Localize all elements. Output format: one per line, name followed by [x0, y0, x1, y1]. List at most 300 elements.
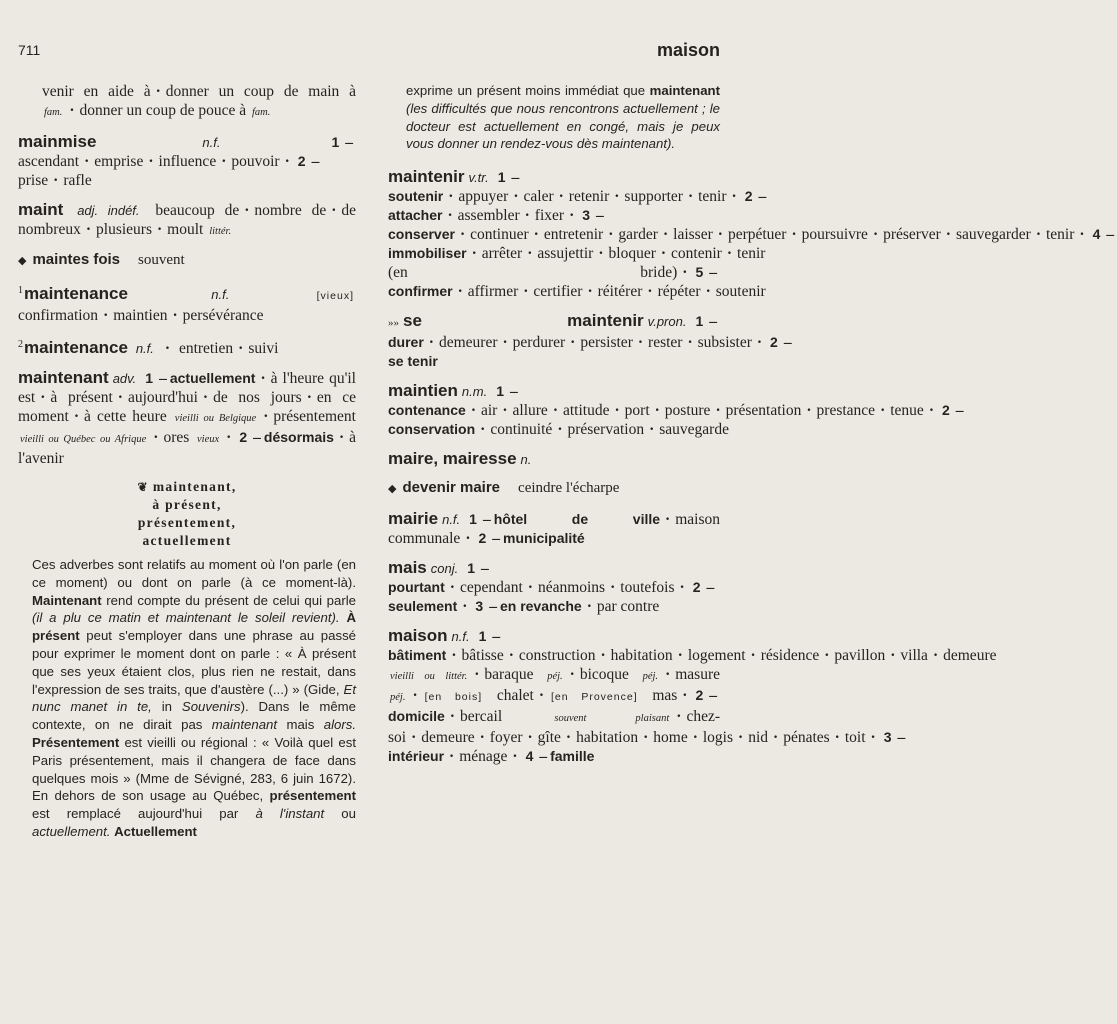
text-segment: vieilli ou littér. — [390, 671, 468, 683]
separator-dot — [64, 102, 79, 119]
text-segment: durer — [388, 334, 424, 351]
separator-dot — [469, 666, 484, 683]
separator-dot — [466, 402, 481, 419]
text-segment: péj. — [390, 692, 406, 704]
separator-dot — [442, 207, 457, 224]
text-segment: assujettir — [537, 245, 594, 263]
text-segment: préserver — [883, 226, 941, 244]
text-segment: bicoque — [579, 666, 629, 684]
separator-dot — [81, 221, 96, 238]
separator-dot — [673, 647, 688, 664]
text-segment: bâtisse — [461, 647, 504, 665]
separator-dot — [875, 402, 890, 419]
synonym: influence — [158, 153, 217, 170]
text-segment: présentement — [269, 788, 356, 804]
separator-dot — [198, 389, 213, 406]
text-segment: sauvegarde — [659, 421, 729, 439]
grammar-label: v.tr. — [468, 170, 489, 186]
register-label: fam. — [252, 107, 271, 118]
text-segment: (les difficultés que nous rencontrons actuellement ; le docteur est actuellement en congé, mais je peux vous donner un rendez-vous dès maintenant). — [406, 100, 720, 152]
text-segment: arrêter — [481, 245, 523, 263]
separator-dot — [819, 647, 834, 664]
sense-dash: – — [897, 729, 906, 747]
text-segment: préservation — [567, 421, 645, 439]
separator-dot — [523, 729, 538, 746]
text-segment: 1 — [496, 383, 504, 400]
entry-maintenance-2 — [18, 335, 356, 358]
text-segment: attitude — [562, 402, 610, 420]
separator-dot — [455, 226, 470, 243]
separator-dot — [565, 334, 580, 351]
headword: maire, mairesse — [388, 449, 517, 469]
text-segment: habitation — [576, 729, 639, 747]
entry-maison — [388, 626, 997, 766]
separator-dot — [522, 245, 537, 262]
main-synonym: désormais — [263, 429, 334, 445]
separator-dot — [603, 226, 618, 243]
synonym: à présent — [50, 389, 113, 406]
separator-dot — [151, 83, 166, 100]
text-segment: tenue — [890, 402, 924, 420]
synonym: prise — [18, 172, 49, 189]
separator-dot — [868, 226, 883, 243]
separator-dot — [552, 421, 567, 438]
sense-number: 1 — [497, 169, 506, 186]
register-label: vieux — [197, 434, 220, 445]
sense-dash: – — [511, 169, 520, 187]
text-segment: assembler — [457, 207, 520, 225]
text-segment: bloquer — [608, 245, 656, 263]
separator-dot — [143, 153, 158, 170]
separator-dot — [504, 647, 519, 664]
separator-dot — [424, 334, 439, 351]
separator-dot — [605, 579, 620, 596]
sense-number: 2 — [297, 153, 306, 169]
headword: maintenir — [388, 167, 465, 187]
text-segment: est vieilli ou régional : « Voilà quel est Paris présentement, mais il changera de face dans quelques mois » (Mme de Sévigné, 283, 6 juin 1672). En dehors de son usage au Québec, — [32, 734, 356, 804]
text-segment: réitérer — [597, 283, 643, 301]
separator-dot — [675, 579, 690, 596]
text-segment: mas — [652, 687, 678, 705]
grammar-label: n.f. — [451, 629, 470, 645]
homograph-number: 2 — [18, 339, 23, 350]
synonym: moult — [167, 221, 204, 238]
separator-dot — [660, 511, 675, 528]
register-label: fam. — [44, 107, 63, 118]
locution-gloss: souvent — [138, 252, 185, 268]
separator-dot — [801, 402, 816, 419]
synonym: à l'heure qu'il est — [18, 370, 356, 406]
synonym: donner un coup de main à — [165, 83, 356, 100]
text-segment: À présent — [32, 610, 356, 644]
text-segment: ou — [341, 806, 356, 822]
text-segment: persister — [580, 334, 633, 352]
separator-dot — [656, 245, 671, 262]
sense-number: 3 — [582, 207, 591, 224]
synonym: persévérance — [182, 307, 264, 324]
text-segment: demeure — [943, 647, 997, 665]
text-segment: rend compte du présent de celui qui parle — [106, 592, 356, 608]
text-segment: demeure — [421, 729, 475, 747]
headword: maintenant — [18, 368, 109, 387]
separator-dot — [167, 307, 182, 324]
separator-dot — [523, 579, 538, 596]
synonym: de nombreux — [18, 202, 357, 238]
text-segment: retenir — [568, 188, 610, 206]
sense-dash: – — [955, 402, 964, 420]
text-segment: conservation — [388, 421, 476, 438]
separator-dot — [113, 389, 128, 406]
text-segment: par contre — [596, 598, 660, 616]
separator-dot — [866, 729, 881, 746]
text-segment: [en Provence] — [551, 691, 638, 704]
homograph-number: 1 — [18, 285, 23, 296]
entry-maintenant — [18, 368, 356, 468]
diamond-icon: ◆ — [18, 255, 27, 267]
running-head: maison — [656, 40, 720, 60]
note-heading-line: maintenant, — [152, 479, 237, 494]
text-segment: ménage — [459, 748, 508, 766]
text-segment: affirmer — [467, 283, 519, 301]
entry-maint — [18, 200, 356, 241]
sense-dash: – — [783, 334, 792, 352]
usage-note-icon: ❦ — [137, 480, 149, 494]
text-segment: toit — [844, 729, 866, 747]
text-segment: logis — [702, 729, 734, 747]
separator-dot — [1031, 226, 1046, 243]
text-segment: 2 — [695, 687, 704, 704]
separator-dot — [713, 226, 728, 243]
text-segment: (il a plu ce matin et maintenant le soleil revient). — [32, 610, 340, 626]
sense-dash: – — [311, 153, 320, 170]
text-segment: pavillon — [834, 647, 886, 665]
synonym: suivi — [248, 340, 279, 357]
synonym: aujourd'hui — [127, 389, 198, 406]
separator-dot — [727, 188, 742, 205]
text-segment: fixer — [534, 207, 565, 225]
separator-dot — [460, 530, 475, 547]
text-segment: demeurer — [438, 334, 498, 352]
synonym: en ce moment — [18, 389, 356, 425]
separator-dot — [582, 598, 597, 615]
main-synonym: confirmer — [388, 283, 453, 300]
text-segment: gîte — [537, 729, 561, 747]
page-number: 711 — [18, 42, 41, 58]
separator-dot — [677, 687, 692, 704]
separator-dot — [633, 334, 648, 351]
text-segment: rester — [648, 334, 683, 352]
synonym: maintien — [113, 307, 168, 324]
sense-dash: – — [253, 429, 261, 446]
text-segment: hôtel de ville — [493, 511, 661, 528]
text-segment: continuer — [470, 226, 529, 244]
headword: maintenance — [24, 338, 128, 357]
grammar-label: adv. — [112, 371, 137, 386]
text-segment: seulement — [388, 598, 458, 615]
text-segment: perpétuer — [727, 226, 787, 244]
separator-dot — [148, 429, 163, 446]
usage-note-continuation — [406, 82, 720, 153]
separator-dot — [609, 402, 624, 419]
text-segment: cependant — [459, 579, 523, 597]
text-segment: construction — [518, 647, 596, 665]
headword: maint — [18, 200, 64, 219]
separator-dot — [928, 647, 943, 664]
synonym: à cette heure — [83, 408, 167, 425]
synonym: nombre de — [254, 202, 327, 219]
separator-dot — [475, 421, 490, 438]
text-segment: villa — [900, 647, 928, 665]
text-segment: pourtant — [388, 579, 445, 596]
separator-dot — [688, 729, 703, 746]
separator-dot — [924, 402, 939, 419]
separator-dot — [258, 408, 273, 425]
text-segment: home — [653, 729, 688, 747]
text-segment: subsister — [697, 334, 752, 352]
separator-dot — [658, 226, 673, 243]
register-label: vieilli ou Québec ou Afrique — [20, 434, 147, 445]
text-segment: Et nunc manet in te, — [32, 681, 357, 715]
separator-dot — [642, 283, 657, 300]
grammar-label: n.m. — [461, 384, 488, 400]
separator-dot — [152, 221, 167, 238]
text-segment: bercail — [459, 708, 503, 726]
register-label: [vieux] — [316, 290, 354, 302]
locution-maintes-fois — [18, 251, 356, 269]
sense-dash: – — [510, 383, 518, 401]
separator-dot — [529, 226, 544, 243]
text-segment: péj. — [642, 671, 659, 683]
separator-dot — [498, 334, 513, 351]
separator-dot — [746, 647, 761, 664]
separator-dot — [475, 729, 490, 746]
text-segment: 2 — [770, 334, 778, 351]
sense-dash: – — [709, 264, 717, 282]
separator-dot — [79, 153, 94, 170]
separator-dot — [565, 666, 580, 683]
separator-dot — [446, 647, 461, 664]
text-segment: toutefois — [620, 579, 675, 597]
separator-dot — [255, 370, 270, 387]
register-label: littér. — [209, 226, 232, 237]
text-segment: allure — [512, 402, 548, 420]
text-segment: appuyer — [458, 188, 509, 206]
entry-continuation — [42, 82, 356, 122]
text-segment: logement — [687, 647, 746, 665]
text-segment: péj. — [547, 671, 563, 683]
arrow-icon: »» — [388, 317, 399, 330]
headword: mairie — [388, 509, 439, 529]
usage-note-body — [32, 556, 356, 841]
separator-dot — [722, 245, 737, 262]
entry-maintenance-1 — [18, 281, 356, 325]
text-segment: nid — [748, 729, 769, 747]
separator-dot — [302, 389, 317, 406]
sense-number: 5 — [695, 264, 704, 281]
sense-number: 1 — [331, 134, 340, 150]
grammar-label: adj. indéf. — [77, 203, 140, 218]
synonym: à l'avenir — [18, 429, 356, 467]
text-segment: peut s'employer dans une phrase au passé pour exprimer le moment dont on parle : « À présent que ses yeux étaient clos, plus rien ne restait, dans l'expression de ses traits, que d'austère (...) » (Gide, — [32, 628, 356, 697]
text-segment: masure — [675, 666, 720, 684]
synonym: venir en aide à — [42, 83, 151, 100]
separator-dot — [682, 334, 697, 351]
text-segment: garder — [618, 226, 658, 244]
grammar-label: n.f. — [211, 287, 230, 302]
synonym: donner un coup de pouce à — [79, 102, 247, 119]
text-segment: souvent plaisant — [554, 713, 670, 725]
separator-dot — [35, 389, 50, 406]
text-segment: poursuivre — [801, 226, 868, 244]
text-segment: chalet — [496, 687, 534, 705]
synonym: emprise — [94, 153, 144, 170]
sense-number: 1 — [145, 370, 154, 386]
locution-devenir-maire — [388, 479, 720, 497]
separator-dot — [660, 666, 675, 683]
separator-dot — [508, 188, 523, 205]
text-segment: habitation — [610, 647, 673, 665]
text-segment: Souvenirs — [181, 699, 241, 715]
separator-dot — [752, 334, 767, 351]
text-segment: néanmoins — [537, 579, 606, 597]
separator-dot — [582, 283, 597, 300]
text-segment: foyer — [489, 729, 523, 747]
sense-dash: – — [758, 188, 767, 206]
sense-number: 2 — [744, 188, 753, 205]
sense-number: 2 — [239, 429, 248, 445]
separator-dot — [683, 188, 698, 205]
text-segment: in — [161, 699, 173, 715]
text-segment: Maintenant — [32, 592, 102, 608]
separator-dot — [280, 153, 295, 170]
entry-maintenir — [388, 167, 1115, 301]
separator-dot — [233, 340, 248, 357]
text-segment: contenir — [671, 245, 722, 263]
separator-dot — [239, 202, 254, 219]
text-segment: Actuellement — [114, 823, 197, 839]
text-segment: [en bois] — [424, 691, 483, 704]
separator-dot — [593, 245, 608, 262]
text-segment: 3 — [475, 598, 484, 615]
text-segment: 4 — [525, 748, 534, 765]
sense-dash: – — [489, 598, 497, 616]
text-segment: actuellement. — [32, 823, 111, 839]
text-segment: se tenir — [388, 353, 438, 370]
text-segment: perdurer — [512, 334, 566, 352]
text-segment: port — [624, 402, 650, 420]
separator-dot — [830, 729, 845, 746]
headword: maison — [388, 626, 448, 646]
separator-dot — [453, 283, 468, 300]
sense-dash: – — [1106, 226, 1115, 244]
text-segment: posture — [664, 402, 711, 420]
sense-dash: – — [481, 560, 489, 578]
text-segment: laisser — [673, 226, 713, 244]
text-segment: maison communale — [388, 511, 720, 548]
separator-dot — [221, 429, 236, 446]
separator-dot — [443, 188, 458, 205]
locution: devenir maire — [402, 479, 501, 497]
text-segment: municipalité — [503, 530, 585, 547]
separator-dot — [671, 708, 686, 725]
separator-dot — [444, 748, 459, 765]
sense-dash: – — [709, 687, 717, 705]
synonym: présentement — [273, 408, 356, 425]
text-segment: 2 — [692, 579, 701, 596]
text-segment: Présentement — [32, 734, 120, 750]
text-segment: contenance — [388, 402, 466, 419]
separator-dot — [406, 729, 421, 746]
text-segment: est remplacé aujourd'hui par — [32, 806, 239, 822]
separator-dot — [596, 647, 611, 664]
text-segment: entretenir — [543, 226, 604, 244]
sense-dash: – — [539, 748, 548, 766]
diamond-icon: ◆ — [388, 483, 397, 496]
text-segment: 1 — [467, 560, 476, 577]
main-synonym: soutenir — [388, 188, 444, 205]
right-column — [388, 82, 1115, 776]
text-segment: intérieur — [388, 748, 445, 765]
text-segment: à l'instant — [255, 806, 325, 822]
separator-dot — [407, 687, 422, 704]
separator-dot — [644, 421, 659, 438]
text-segment: chez-soi — [388, 708, 720, 747]
separator-dot — [701, 283, 716, 300]
sense-dash: – — [482, 511, 491, 529]
text-segment: supporter — [624, 188, 683, 206]
text-segment: maintenant — [649, 83, 720, 98]
text-segment: air — [480, 402, 498, 420]
text-segment: tenir (en bride) — [388, 245, 766, 282]
separator-dot — [326, 202, 341, 219]
separator-dot — [445, 579, 460, 596]
separator-dot — [69, 408, 84, 425]
main-synonym: immobiliser — [388, 245, 467, 262]
separator-dot — [457, 598, 472, 615]
sense-dash: – — [159, 370, 167, 387]
sense-number: 4 — [1092, 226, 1101, 243]
text-segment: 1 — [695, 313, 704, 330]
text-segment: prestance — [816, 402, 876, 420]
separator-dot — [677, 264, 692, 281]
grammar-label: n.f. — [202, 135, 221, 150]
text-segment: 2 — [478, 530, 487, 547]
separator-dot — [650, 402, 665, 419]
headword: maintien — [388, 381, 458, 401]
separator-dot — [609, 188, 624, 205]
entry-mairie — [388, 509, 720, 548]
separator-dot — [48, 172, 63, 189]
sense-dash: – — [345, 134, 353, 151]
text-segment: continuité — [490, 421, 553, 439]
register-label: vieilli ou Belgique — [174, 413, 257, 424]
headword: mainmise — [18, 132, 97, 151]
separator-dot — [534, 687, 549, 704]
headword: mais — [388, 558, 427, 578]
sense-dash: – — [492, 530, 501, 548]
separator-dot — [520, 207, 535, 224]
separator-dot — [334, 429, 349, 446]
synonym: ores — [163, 429, 190, 446]
text-segment: caler — [523, 188, 554, 206]
entry-mainmise — [18, 132, 356, 190]
separator-dot — [710, 402, 725, 419]
text-segment: répéter — [657, 283, 701, 301]
text-segment: baraque — [484, 666, 534, 684]
main-synonym: conserver — [388, 226, 455, 243]
separator-dot — [467, 245, 482, 262]
note-heading-line: actuellement — [142, 533, 232, 548]
